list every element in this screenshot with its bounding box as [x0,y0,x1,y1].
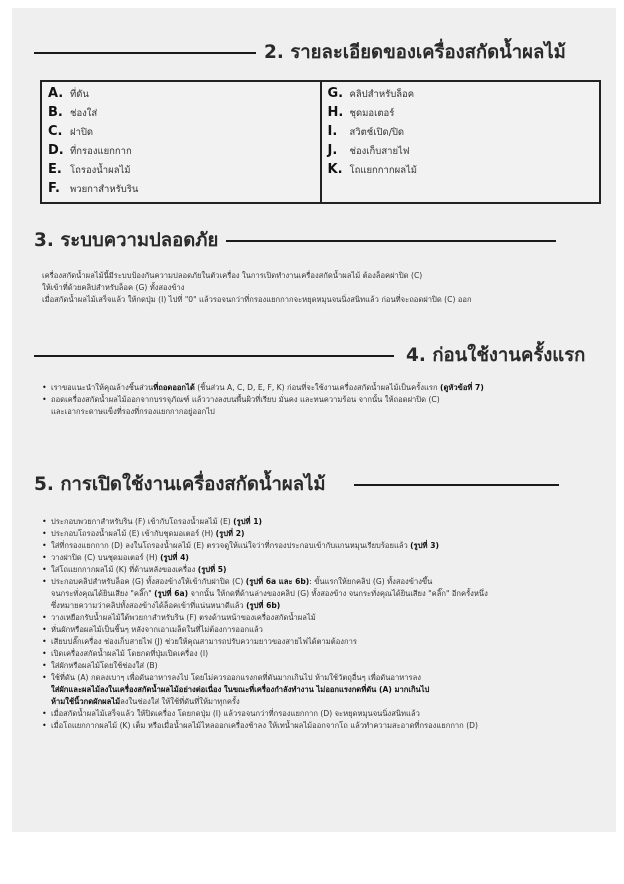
part-letter: D. [48,143,64,158]
parts-column-right [320,82,600,202]
part-row [328,124,600,143]
item-text: ใส่ผักหรือผลไม้โดยใช้ช่องใส่ (B) [51,661,158,670]
item-text: ประกอบคลิปสำหรับล็อค (G) ทั้งสองข้างให้เข้ากับฝาปิด (C) [51,577,246,586]
list-item [42,382,608,394]
figure-reference: (รูปที่ 3) [410,541,439,550]
list-item-continuation [42,588,608,600]
part-name: ที่กรองแยกกาก [70,146,132,157]
item-text: เราขอแนะนำให้คุณล้างชิ้นส่วน [51,383,154,392]
part-letter: J. [327,143,338,158]
list-item [42,576,608,588]
part-row [48,124,320,143]
section-4-title: 4. ก่อนใช้งานครั้งแรก [406,345,586,366]
figure-reference: (รูปที่ 1) [233,517,262,526]
bullet-icon: • [42,517,47,526]
part-name: สวิตช์เปิด/ปิด [349,127,405,138]
part-letter: I. [327,124,338,139]
item-text: : ขั้นแรกให้ยกคลิป (G) ทั้งสองข้างขึ้น [309,577,433,586]
part-name: ที่ดัน [70,89,89,100]
list-item [42,672,608,684]
part-row [328,143,600,162]
part-letter: E. [48,162,62,177]
part-row [48,86,320,105]
part-row [48,181,320,200]
item-text: ลงในช่องใส่ ให้ใช้ที่ดันที่ให้มาทุกครั้ง [120,697,240,706]
list-item [42,648,608,660]
bullet-icon: • [42,529,47,538]
list-item-continuation [42,696,608,708]
item-text: จนกระทั่งคุณได้ยินเสียง "คลิ๊ก" [51,589,155,598]
list-item [42,720,608,732]
manual-page [12,8,616,832]
first-use-list [42,382,608,418]
bullet-icon: • [42,673,47,682]
figure-reference: (รูปที่ 6a และ 6b) [245,577,310,586]
bullet-icon: • [42,649,47,658]
figure-reference: (รูปที่ 4) [160,553,189,562]
bullet-icon: • [42,541,47,550]
item-text: ประกอบโถรองน้ำผลไม้ (E) เข้ากับชุดมอเตอร์ (H) [51,529,216,538]
part-name: โถรองน้ำผลไม้ [70,165,131,176]
bullet-icon: • [42,565,47,574]
part-name: ช่องใส่ [70,108,98,119]
section-4-header [34,341,612,370]
bullet-icon: • [42,625,47,634]
item-text: ใส่ที่กรองแยกกาก (D) ลงในโถรองน้ำผลไม้ (E) ตรวจดูให้แน่ใจว่าที่กรองประกอบเข้ากับแกนหมุนเรียบร้อยแล้ว [51,541,411,550]
section-3-header [34,226,612,255]
list-item [42,636,608,648]
safety-line: เครื่องสกัดน้ำผลไม้นี้มีระบบป้องกันความปลอดภัยในตัวเครื่อง ในการเปิดทำงานเครื่องสกัดน้ำผลไม้ ต้องล็อคฝาปิด (C) [42,271,423,280]
item-text-bold: ห้ามใช้นิ้วกดผักผลไม้ [51,697,121,706]
item-text: วางฝาปิด (C) บนชุดมอเตอร์ (H) [51,553,161,562]
safety-line: ให้เข้าที่ด้วยคลิปสำหรับล็อค (G) ทั้งสองข้าง [42,283,185,292]
safety-line: เมื่อสกัดน้ำผลไม้เสร็จแล้ว ให้กดปุ่ม (I) ไปที่ "0" แล้วรอจนกว่าที่กรองแยกกากจะหยุดหมุนจนนิ่งสนิทแล้ว ก่อนที่จะถอดฝาปิด (C) ออก [42,295,472,304]
bullet-icon: • [42,709,47,718]
bullet-icon: • [42,553,47,562]
part-row [328,86,600,105]
bullet-icon: • [42,661,47,670]
parts-column-left [42,82,320,202]
part-row [48,105,320,124]
figure-reference: (รูปที่ 5) [197,565,227,574]
divider [226,240,556,242]
divider [354,484,559,486]
item-text: ใช้ที่ดัน (A) กดลงเบาๆ เพื่อดันอาหารลงไป โดยไม่ควรออกแรงกดที่ดันมากเกินไป ห้ามใช้วัตถุอื่นๆ เพื่อดันอาหารลง [51,673,421,682]
item-text: เสียบปลั๊กเครื่อง ช่องเก็บสายไฟ (J) ช่วยให้คุณสามารถปรับความยาวของสายไฟได้ตามต้องการ [51,637,357,646]
section-5-header [34,470,612,499]
figure-reference: (รูปที่ 6b) [246,601,281,610]
part-letter: F. [48,181,60,196]
item-text: หั่นผักหรือผลไม้เป็นชิ้นๆ หลังจากเอาเมล็ดในที่ไม่ต้องการออกแล้ว [51,625,263,634]
item-text-bold: ที่ถอดออกได้ [153,383,195,392]
list-item [42,564,608,576]
item-text: เมื่อโถแยกกากผลไม้ (K) เต็ม หรือเมื่อน้ำผลไม้ไหลออกเครื่องช้าลง ให้เทน้ำผลไม้ออกจากโถ แล้วทำความสะอาดที่กรองแยกกาก (D) [51,721,478,730]
item-text: (ชิ้นส่วน A, C, D, E, F, K) ก่อนที่จะใช้งานเครื่องสกัดน้ำผลไม้เป็นครั้งแรก [194,383,440,392]
section-2-header [34,38,612,67]
item-text: และเอากระดาษแข็งที่รองที่กรองแยกกากอยู่ออกไป [51,407,215,416]
divider [34,52,256,54]
list-item-continuation [42,600,608,612]
list-item [42,516,608,528]
list-item [42,552,608,564]
part-name: โถแยกกากผลไม้ [349,165,418,176]
list-item [42,528,608,540]
list-item-continuation [42,684,608,696]
figure-reference: (รูปที่ 2) [215,529,245,538]
section-3-title: 3. ระบบความปลอดภัย [34,230,219,251]
item-text-bold: ใส่ผักและผลไม้ลงในเครื่องสกัดน้ำผลไม้อย่างต่อเนื่อง ในขณะที่เครื่องกำลังทำงาน ไม่ออกแรงกดที่ดัน (A) มากเกินไป [51,685,430,694]
bullet-icon: • [42,577,47,586]
part-row [48,162,320,181]
item-text: วางเหยือกรับน้ำผลไม้ใต้พวยกาสำหรับริน (F) ตรงด้านหน้าของเครื่องสกัดน้ำผลไม้ [51,613,316,622]
part-row [328,162,600,181]
list-item [42,708,608,720]
parts-table [40,80,601,204]
divider [34,355,394,357]
operating-steps-list [42,516,608,732]
part-letter: G. [327,86,344,101]
list-item-continuation [42,406,608,418]
part-name: คลิปสำหรับล็อค [349,89,415,100]
part-letter: K. [327,162,343,177]
bullet-icon: • [42,383,47,392]
part-row [48,143,320,162]
part-name: ช่องเก็บสายไฟ [349,146,410,157]
item-text: ถอดเครื่องสกัดน้ำผลไม้ออกจากบรรจุภัณฑ์ แล้ววางลงบนพื้นผิวที่เรียบ มั่นคง และทนความร้อน จากนั้น ให้ถอดฝาปิด (C) [51,395,440,404]
list-item [42,612,608,624]
bullet-icon: • [42,721,47,730]
item-text: เปิดเครื่องสกัดน้ำผลไม้ โดยกดที่ปุ่มเปิดเครื่อง (I) [51,649,209,658]
figure-reference: (ดูหัวข้อที่ 7) [439,383,484,392]
bullet-icon: • [42,395,47,404]
item-text: ใส่โถแยกกากผลไม้ (K) ที่ด้านหลังของเครื่อง [51,565,198,574]
part-name: พวยกาสำหรับริน [70,184,139,195]
section-5-title: 5. การเปิดใช้งานเครื่องสกัดน้ำผลไม้ [34,474,326,495]
list-item [42,660,608,672]
section-2-title: 2. รายละเอียดของเครื่องสกัดน้ำผลไม้ [264,42,566,63]
list-item [42,624,608,636]
list-item [42,540,608,552]
part-row [328,105,600,124]
part-name: ชุดมอเตอร์ [349,108,395,119]
list-item [42,394,608,406]
part-letter: C. [48,124,63,139]
part-letter: B. [48,105,63,120]
item-text: ซึ่งหมายความว่าคลิปทั้งสองข้างได้ล็อคเข้าที่แน่นหนาดีแล้ว [51,601,247,610]
bullet-icon: • [42,613,47,622]
bullet-icon: • [42,637,47,646]
part-letter: H. [327,105,344,120]
item-text: เมื่อสกัดน้ำผลไม้เสร็จแล้ว ให้ปิดเครื่อง โดยกดปุ่ม (I) แล้วรอจนกว่าที่กรองแยกกาก (D) จะหยุดหมุนจนนิ่งสนิทแล้ว [51,709,420,718]
item-text: ประกอบพวยกาสำหรับริน (F) เข้ากับโถรองน้ำผลไม้ (E) [51,517,234,526]
figure-reference: (รูปที่ 6a) [154,589,189,598]
part-name: ฝาปิด [70,127,94,138]
safety-paragraph [42,270,602,306]
part-letter: A. [48,86,64,101]
item-text: จากนั้น ให้กดที่ด้านล่างของคลิป (G) ทั้งสองข้าง จนกระทั่งคุณได้ยินเสียง "คลิ๊ก" อีกครั้งหนึ่ง [188,589,488,598]
